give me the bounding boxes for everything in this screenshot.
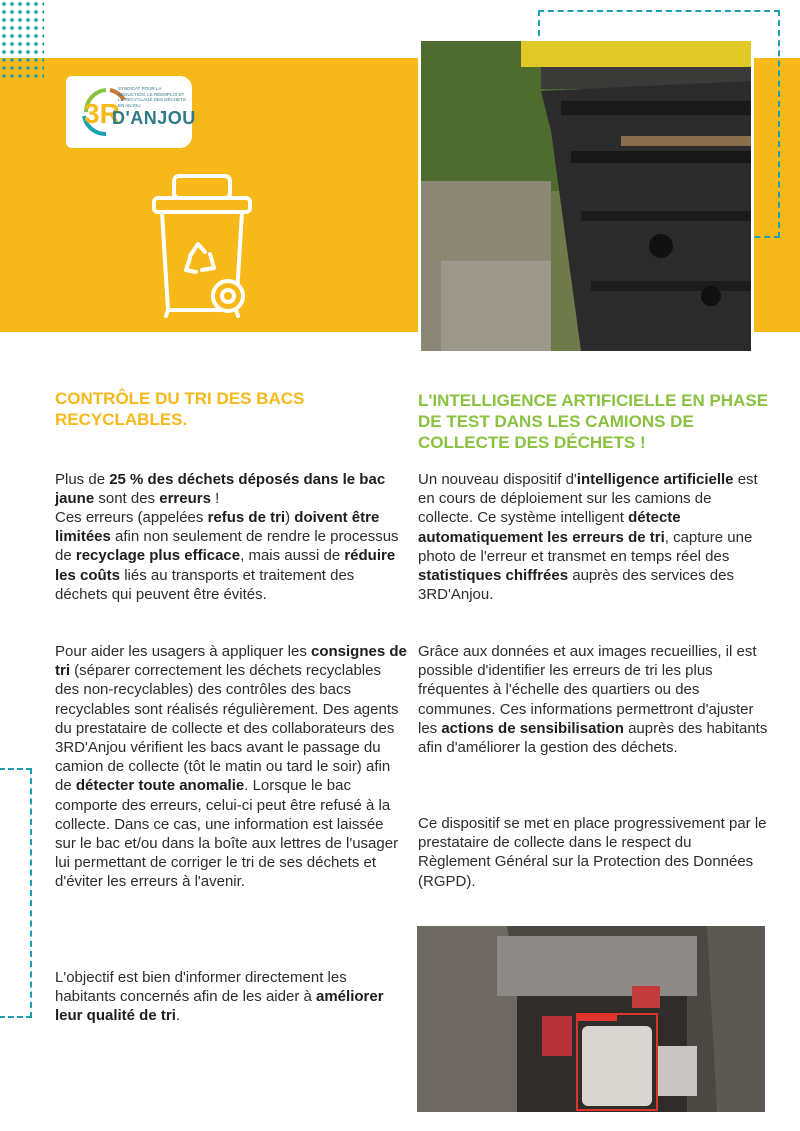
photo-waste-bins bbox=[418, 38, 754, 354]
bold-text: détecter toute anomalie bbox=[75, 777, 245, 795]
bold-text: actions de sensibilisation bbox=[441, 719, 624, 737]
bold-text: recyclage plus efficace bbox=[75, 547, 241, 565]
bold-text: erreurs bbox=[159, 490, 211, 508]
right-paragraph-3 bbox=[418, 814, 768, 891]
text-segment: sont des bbox=[94, 490, 160, 508]
logo-name: D'ANJOU bbox=[112, 108, 196, 128]
bold-text: statistiques chiffrées bbox=[418, 567, 569, 585]
bold-text: 25 % des déchets déposés dans le bac jaune bbox=[55, 471, 386, 508]
bold-text: refus de tri bbox=[207, 509, 286, 526]
text-segment: ! bbox=[210, 490, 220, 508]
text-segment: (séparer correctement les déchets recyclables des non-recyclables) des contrôles des bacs recyclables sont réalisés régulièrement. Des agents du prestataire de collecte et des collaborateurs des 3RD'Anjou vérifient les bacs avant le passage du camion de collecte (tôt le matin ou tard le soir) afin de bbox=[55, 662, 399, 795]
text-segment: ) bbox=[285, 509, 295, 526]
left-paragraph-3 bbox=[55, 642, 407, 892]
right-paragraph-1 bbox=[418, 470, 768, 604]
bold-text: doivent être limitées bbox=[55, 509, 380, 546]
text-segment: Ces erreurs (appelées bbox=[55, 509, 208, 526]
logo-brand: 3R bbox=[84, 98, 120, 129]
left-paragraph-2 bbox=[55, 508, 407, 604]
text-segment: Plus de bbox=[55, 471, 110, 488]
text-segment: . Lorsque le bac comporte des erreurs, celui-ci peut être refusé à la collecte. Dans ce cas, une information est laissée sur le bac et/ou dans la boîte aux lettres de l'usager lui permettant de corriger le tri de ses déchets et d'éviter les erreurs à l'avenir. bbox=[55, 777, 399, 891]
text-segment: Pour aider les usagers à appliquer les bbox=[55, 643, 311, 660]
photo-bins-image bbox=[421, 41, 751, 351]
text-segment: , mais aussi de bbox=[240, 547, 345, 565]
text-segment: auprès des habitants afin d'améliorer la gestion des déchets. bbox=[418, 719, 768, 757]
text-segment: afin non seulement de rendre le processus de bbox=[55, 528, 399, 565]
logo-tagline: SYNDICAT POUR LA RÉDUCTION, LE RÉEMPLOI ET LE RECYCLAGE DES DÉCHETS EN ANJOU bbox=[118, 86, 186, 108]
bold-text: améliorer leur qualité de tri bbox=[55, 988, 384, 1025]
text-segment: Ce dispositif se met en place progressivement par le prestataire de collecte dans le respect du Règlement Général sur la Protection des Données (RGPD). bbox=[418, 815, 767, 890]
text-segment: est en cours de déploiement sur les camions de collecte. Ce système intelligent bbox=[418, 471, 758, 527]
text-segment: . bbox=[175, 1007, 181, 1025]
text-segment: L'objectif est bien d'informer directement les habitants concernés afin de les aider à bbox=[55, 969, 347, 1006]
dashed-frame-left bbox=[0, 768, 32, 1018]
heading-tri-controle: CONTRÔLE DU TRI DES BACS RECYCLABLES. bbox=[55, 389, 305, 429]
dot-pattern bbox=[0, 0, 44, 80]
recycling-bin-icon bbox=[150, 172, 254, 318]
right-paragraph-2 bbox=[418, 642, 768, 757]
text-segment: liés au transports et traitement des déchets qui peuvent être évités. bbox=[55, 566, 355, 603]
text-segment: Un nouveau dispositif d' bbox=[418, 471, 577, 488]
text-segment: auprès des services des 3RD'Anjou. bbox=[418, 567, 734, 604]
text-segment: , capture une photo de l'erreur et transmet en temps réel des bbox=[418, 528, 753, 565]
heading-ia: L'INTELLIGENCE ARTIFICIELLE EN PHASE DE TEST DANS LES CAMIONS DE COLLECTE DES DÉCHETS ! bbox=[418, 391, 769, 452]
text-segment: Grâce aux données et aux images recueillies, il est possible d'identifier les erreurs de tri les plus fréquentes à l'échelle des quartiers ou des communes. Ces informations permettront d'ajuster les bbox=[418, 643, 757, 737]
left-paragraph-1 bbox=[55, 470, 407, 508]
bold-text: intelligence artificielle bbox=[576, 471, 734, 488]
bold-text: consignes de tri bbox=[55, 643, 407, 680]
bold-text: détecte automatiquement les erreurs de tri bbox=[418, 509, 681, 546]
left-paragraph-4 bbox=[55, 968, 407, 1026]
bold-text: réduire les coûts bbox=[55, 547, 396, 584]
photo-camera-image bbox=[417, 926, 765, 1112]
photo-truck-camera bbox=[417, 926, 765, 1112]
